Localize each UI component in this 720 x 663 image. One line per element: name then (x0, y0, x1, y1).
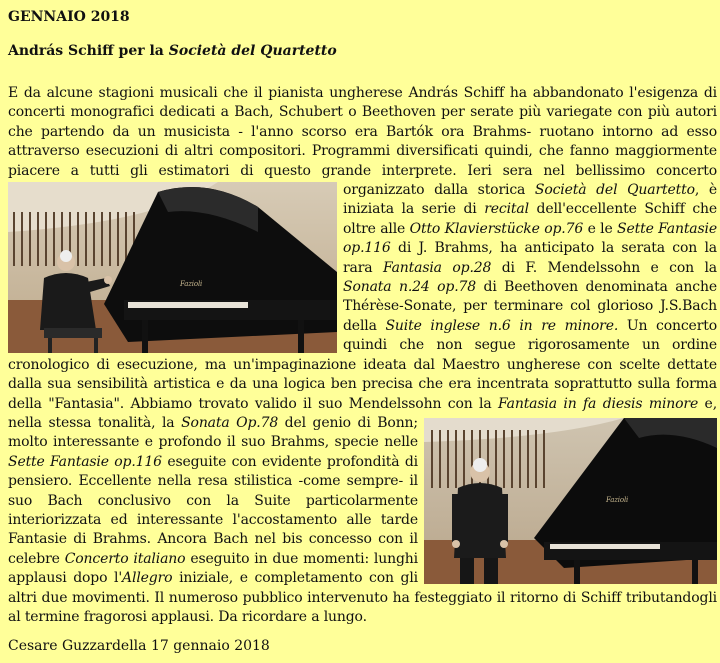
article-text-14: iniziale, e completamento con gli altri due movimenti. Il numeroso pubblico intervenuto ha festeggiato il ritorno di Schiff tributandogli al termine fragorosi applausi. Da ricordare a lungo. (8, 570, 717, 625)
article-text-10: e, nella stessa tonalità, la (8, 395, 717, 431)
svg-text:Fazioli: Fazioli (606, 495, 629, 504)
article-italic-sette-fantasie: Sette Fantasie op.116 (8, 453, 162, 470)
svg-text:Fazioli: Fazioli (180, 280, 203, 289)
article-text-9: Un concerto quindi che non segue rigorosamente un ordine cronologico di esecuzione, ma un'impaginazione ideata dal Maestro ungherese con scelte dettate dalla sua sensibilità artistica e da una logica ben precisa che era incentrata soprattutto sulla forma della "Fantasia". Abbiamo trovato valido il suo Mendelssohn con la (8, 317, 717, 412)
article-italic-sonata: Sonata n.24 op.78 (343, 279, 477, 296)
article-italic-allegro: Allegro (122, 570, 173, 587)
article-text-7: di F. Mendelssohn e con la (491, 259, 717, 276)
article-italic-fantasia-fa: Fantasia in fa diesis minore (498, 395, 699, 412)
article-text-1: E da alcune stagioni musicali che il pianista ungherese András Schiff ha abbandonato l'esigenza di concerti monografici dedicati a Bach, Schubert o Beethoven per serate più variegate con più autori che partendo da un musicista - l'anno scorso era Bartók ora Brahms- ruotano intorno ad esso attraverso esecuzioni di altri compositori. Programmi diversificati quindi, che fanno maggiormente piacere a tutti gli estimatori di questo grande interprete. Ieri sera nel bellissimo concerto organizzato dalla storica (8, 85, 717, 199)
article-text-13: eseguito in due momenti: lunghi applausi dopo l' (8, 550, 418, 587)
article-text-4: dell'eccellente Schiff che oltre alle (343, 201, 718, 237)
photo-schiff-standing (424, 418, 717, 584)
article-body (8, 84, 717, 627)
article-italic-klavierstucke: Otto Klavierstücke op.76 (409, 220, 584, 237)
article-italic-suite: Suite inglese n.6 in re minore. (385, 317, 619, 334)
article-text-12: eseguite con evidente profondità di pensiero. Eccellente nella resa stilistica -come sempre- il suo Bach conclusivo con la Suite particolarmente interiorizzata ed interessante l'accostamento alle tarde Fantasie di Brahms. Ancora Bach nel bis concesso con il celebre (8, 453, 418, 567)
article-italic-concerto: Concerto italiano (64, 550, 186, 567)
article-text-3: , è iniziata la serie di (343, 182, 717, 218)
article-text-6: di J. Brahms, ha anticipato la serata con la rara (343, 240, 717, 276)
article-text-11: del genio di Bonn; molto interessante e profondo il suo Brahms, specie nelle (8, 414, 418, 451)
date-heading: GENNAIO 2018 (8, 9, 130, 25)
article-text-5: e le (583, 220, 618, 237)
signature: Cesare Guzzardella 17 gennaio 2018 (8, 638, 270, 654)
article-italic-sonata-op78: Sonata Op.78 (181, 414, 279, 431)
article-italic-recital: recital (484, 201, 529, 218)
article-italic-fantasie: Sette Fantasie op.116 (343, 220, 717, 257)
article-text-8: di Beethoven denominata anche Thérèse-Sonate, per terminare col glorioso J.S.Bach della (343, 279, 717, 334)
article-title (8, 43, 337, 59)
title-main: András Schiff per la (8, 43, 169, 59)
article-text-2: Società del Quartetto (534, 182, 695, 199)
photo-schiff-at-piano (8, 182, 337, 353)
title-italic: Società del Quartetto (168, 43, 337, 59)
article-italic-fantasia-op28: Fantasia op.28 (382, 259, 492, 276)
